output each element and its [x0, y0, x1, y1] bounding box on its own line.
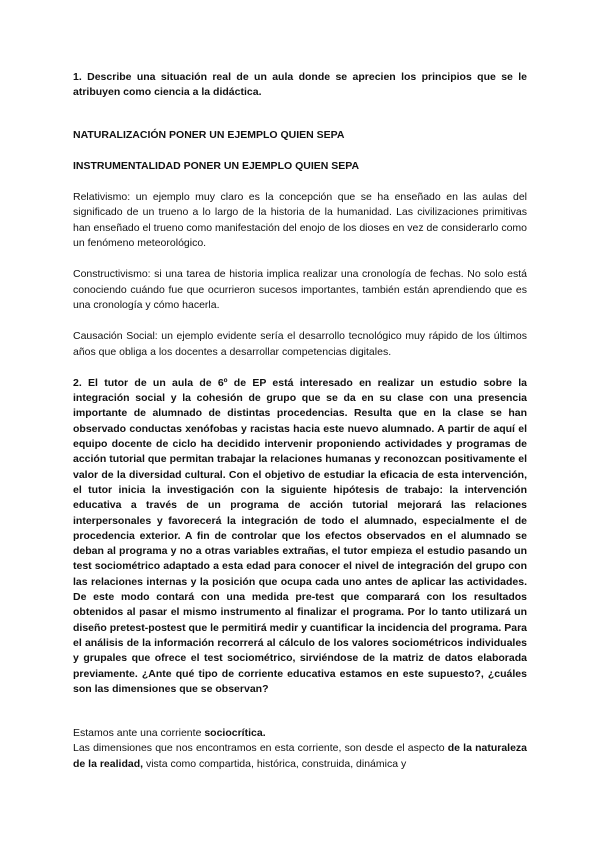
answer-dimensions	[73, 741, 527, 772]
question-2: 2. El tutor de un aula de 6º de EP está interesado en realizar un estudio sobre la integración social y la cohesión de grupo que se da en su clase con una presencia importante de alumnado de distintas procedencias. Resulta que en la clase se han observado conductas xenófobas y racistas hacia este nuevo alumnado. A partir de aquí el equipo docente de ciclo ha decidido intervenir proponiendo actividades y programas de acción tutorial que permitan trabajar la relaciones humanas y reconozcan positivamente el valor de la diversidad cultural. Con el objetivo de estudiar la eficacia de esta intervención, el tutor inicia la investigación con la siguiente hipótesis de trabajo: la intervención educativa a través de un programa de acción tutorial mejorará las relaciones interpersonales y favorecerá la integración de todo el alumnado, especialmente el de procedencia exterior. A fin de controlar que los efectos observados en el alumnado se deban al programa y no a otras variables extrañas, el tutor empieza el estudio pasando un test sociométrico adaptado a esta edad para conocer el nivel de integración del grupo con las relaciones internas y la posición que ocupa cada uno antes de aplicar las actividades. De este modo contará con una medida pre-test que comparará con los resultados obtenidos al pasar el mismo instrumento al finalizar el programa. Por lo tanto utilizará un diseño pretest-postest que le permitirá medir y cuantificar la incidencia del programa. Para el análisis de la información recorrerá al cálculo de los valores sociométricos individuales y grupales que ofrece el test sociométrico, sirviéndose de la matriz de datos elaborada previamente. ¿Ante qué tipo de corriente educativa estamos en este supuesto?, ¿cuáles son las dimensiones que se observan?	[73, 376, 527, 695]
heading-instrumentalidad: INSTRUMENTALIDAD PONER UN EJEMPLO QUIEN SEPA	[73, 159, 360, 172]
paragraph-causacion-social: Causación Social: un ejemplo evidente sería el desarrollo tecnológico muy rápido de los últimos años que obliga a los docentes a desarrollar competencias digitales.	[73, 330, 527, 358]
paragraph-relativismo: Relativismo: un ejemplo muy claro es la concepción que se ha enseñado en las aulas del significado de un trueno a lo largo de la historia de la humanidad. Las civilizaciones primitivas han enseñado el trueno como manifestación del enojo de los dioses en vez de considerarlo como un fenómeno meteorológico.	[73, 191, 527, 250]
answer-dimensions-bold: de la naturaleza de la realidad,	[73, 742, 528, 770]
answer-intro-text: Estamos ante una corriente	[73, 727, 205, 740]
answer-dimensions-start: Las dimensiones que nos encontramos en esta corriente, son desde el aspecto	[73, 742, 448, 755]
paragraph-constructivismo: Constructivismo: si una tarea de historia implica realizar una cronología de fechas. No solo está conociendo cuándo fue que ocurrieron sucesos importantes, también están aprendiendo que es una cronología y cómo hacerla.	[73, 268, 527, 311]
answer-dimensions-end: vista como compartida, histórica, construida, dinámica y	[143, 757, 407, 770]
answer-intro-bold: sociocrítica.	[204, 727, 266, 740]
answer-intro	[73, 726, 527, 741]
question-1: 1. Describe una situación real de un aula donde se aprecien los principios que se le atribuyen como ciencia a la didáctica.	[73, 71, 527, 99]
heading-naturalizacion: NATURALIZACIÓN PONER UN EJEMPLO QUIEN SEPA	[73, 128, 345, 141]
